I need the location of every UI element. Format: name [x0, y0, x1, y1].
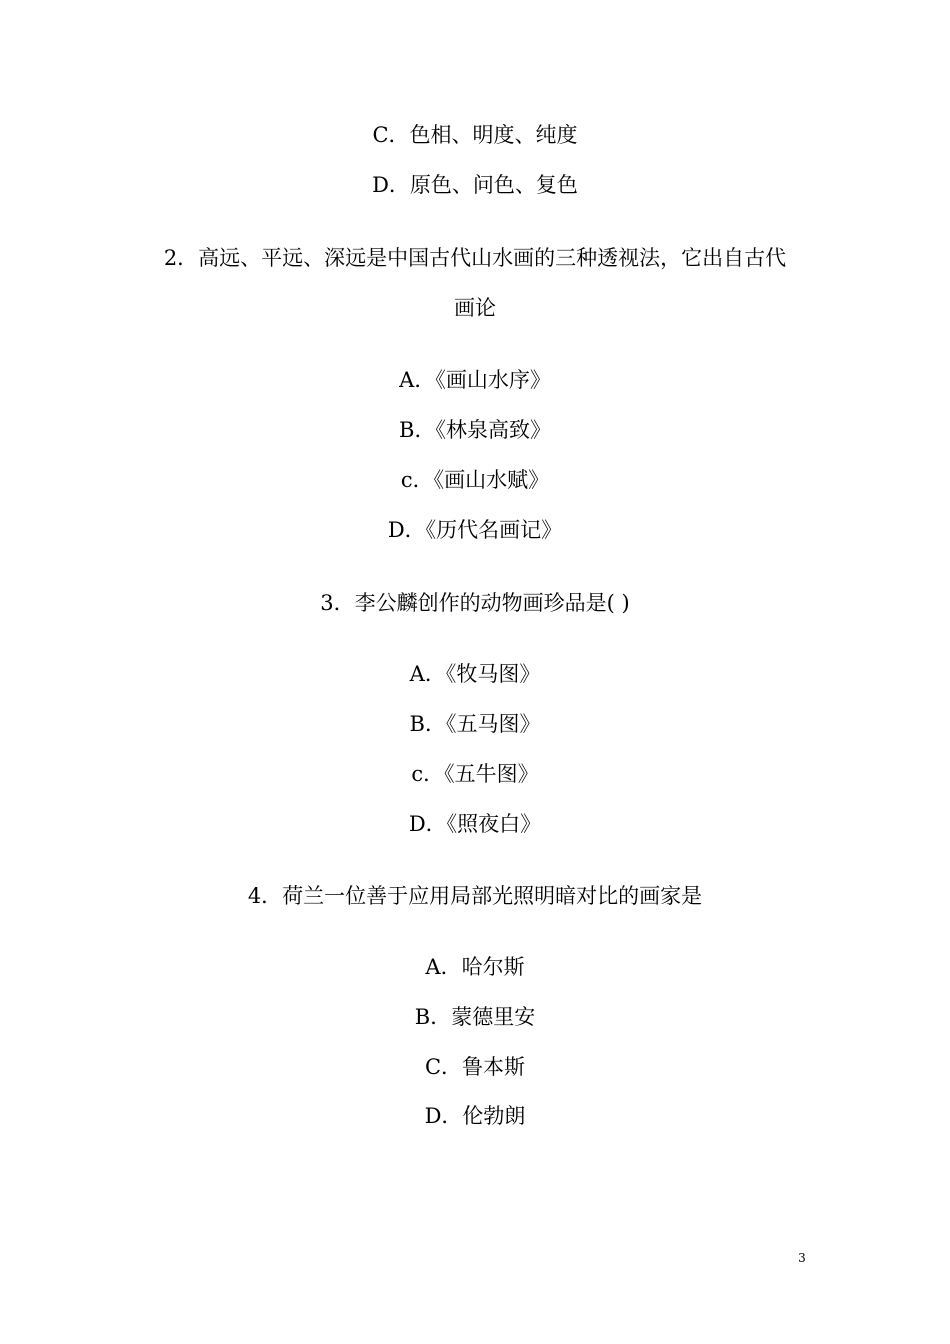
q2-option-a: A．《画山水序》 [399, 368, 551, 392]
q1-option-d: D．原色、问色、复色 [372, 173, 578, 197]
q4-option-c: C．鲁本斯 [424, 1055, 526, 1079]
q4-option-b: B．蒙德里安 [414, 1005, 536, 1029]
q2-stem-line1: 2．高远、平远、深远是中国古代山水画的三种透视法，它出自古代 [163, 246, 787, 270]
q2-option-b: B．《林泉高致》 [399, 418, 551, 442]
q3-option-a: A．《牧马图》 [409, 662, 541, 686]
q3-option-c: c．《五牛图》 [411, 762, 539, 786]
q2-option-c: c．《画山水赋》 [400, 468, 550, 492]
q4-option-a: A．哈尔斯 [425, 955, 525, 979]
q3-stem: 3．李公麟创作的动物画珍品是( ) [320, 591, 630, 615]
q3-option-d: D．《照夜白》 [408, 812, 542, 836]
page-number: 3 [798, 1251, 806, 1265]
q2-stem-line2: 画论 [454, 296, 496, 320]
q4-option-d: D．伦勃朗 [424, 1104, 526, 1128]
q3-option-b: B．《五马图》 [409, 712, 541, 736]
q1-option-c: C．色相、明度、纯度 [372, 123, 578, 147]
q4-stem: 4．荷兰一位善于应用局部光照明暗对比的画家是 [247, 884, 703, 908]
q2-option-d: D．《历代名画记》 [387, 518, 563, 542]
